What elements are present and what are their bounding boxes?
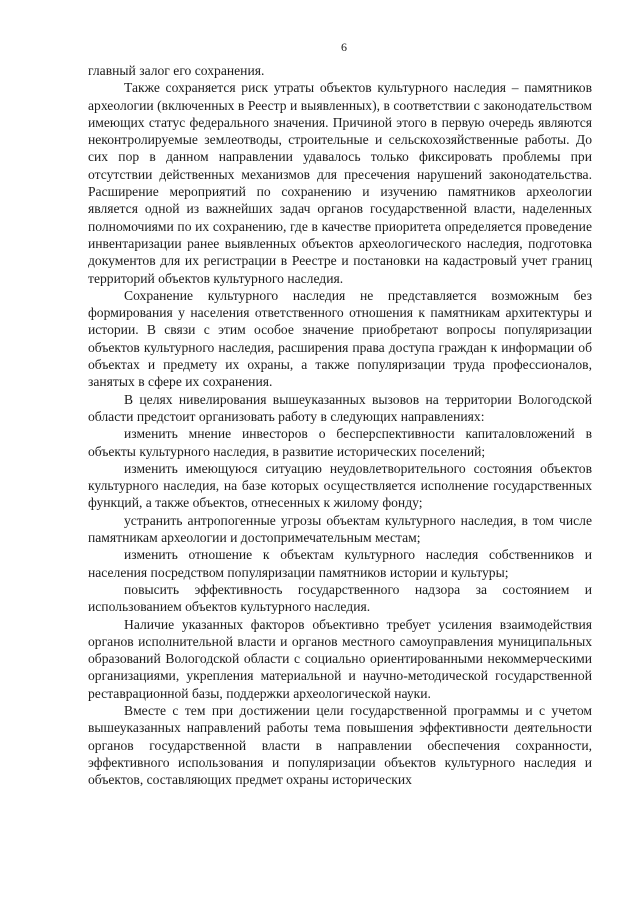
paragraph-responsible-attitude: Сохранение культурного наследия не представляется возможным без формирования у населения ответственного отношения к памятникам архитектуры и истории. В связи с этим особое значение приобретают вопросы популяризации объектов культурного наследия, расширения права доступа граждан к информации об объектах и предмету их охраны, а также популяризации труда профессионалов, занятых в сфере их сохранения. <box>88 287 592 390</box>
list-item-investors: изменить мнение инвесторов о бесперспективности капиталовложений в объекты культурного наследия, в развитие исторических поселений; <box>88 426 592 459</box>
paragraph-continuation: главный залог его сохранения. <box>88 63 265 78</box>
list-item-condition: изменить имеющуюся ситуацию неудовлетворительного состояния объектов культурного наследия, на базе которых осуществляется исполнение государственных функций, а также объектов, отнесенных к жилому фонду; <box>88 460 592 511</box>
list-item-threats: устранить антропогенные угрозы объектам культурного наследия, в том числе памятникам археологии и достопримечательным местам; <box>88 512 592 546</box>
paragraph-work-directions: В целях нивелирования вышеуказанных вызовов на территории Вологодской области предстоит организовать работу в следующих направлениях: <box>88 391 592 424</box>
paragraph-archaeology-risk: Также сохраняется риск утраты объектов культурного наследия – памятников археологии (включенных в Реестр и выявленных), в соответствии с законодательством имеющих статус федерального значения. Причиной этого в первую очередь являются неконтролируемые землеотводы, строительные и сельскохозяйственные работы. До сих пор в данном направлении удавалось только фиксировать проблемы при отсутствии действенных механизмов для пресечения нарушений законодательства. Расширение мероприятий по сохранению и изучению памятников археологии является одной из важнейших задач органов государственной власти, наделенных полномочиями по их сохранению, где в качестве приоритета определяется проведение инвентаризации ранее выявленных объектов археологического наследия, подготовка документов для их регистрации в Реестре и постановки на кадастровый учет границ территорий объектов культурного наследия. <box>88 80 592 286</box>
document-body <box>88 62 592 788</box>
paragraph-cooperation: Наличие указанных факторов объективно требует усиления взаимодействия органов исполнительной власти и органов местного самоуправления муниципальных образований Вологодской области с социально ориентированными некоммерческими организациями, укрепления материальной и научно-методической государственной реставрационной базы, поддержки археологической науки. <box>88 616 592 701</box>
list-item-supervision: повысить эффективность государственного надзора за состоянием и использованием объектов культурного наследия. <box>88 581 592 615</box>
paragraph-program-goal: Вместе с тем при достижении цели государственной программы и с учетом вышеуказанных направлений работы тема повышения эффективности деятельности органов государственной власти в направлении обеспечения сохранности, эффективного использования и популяризации объектов культурного наследия и объектов, составляющих предмет охраны исторических <box>88 702 592 788</box>
page-number: 6 <box>341 40 347 54</box>
list-item-attitude: изменить отношение к объектам культурного наследия собственников и населения посредством популяризации памятников истории и культуры; <box>88 547 592 580</box>
